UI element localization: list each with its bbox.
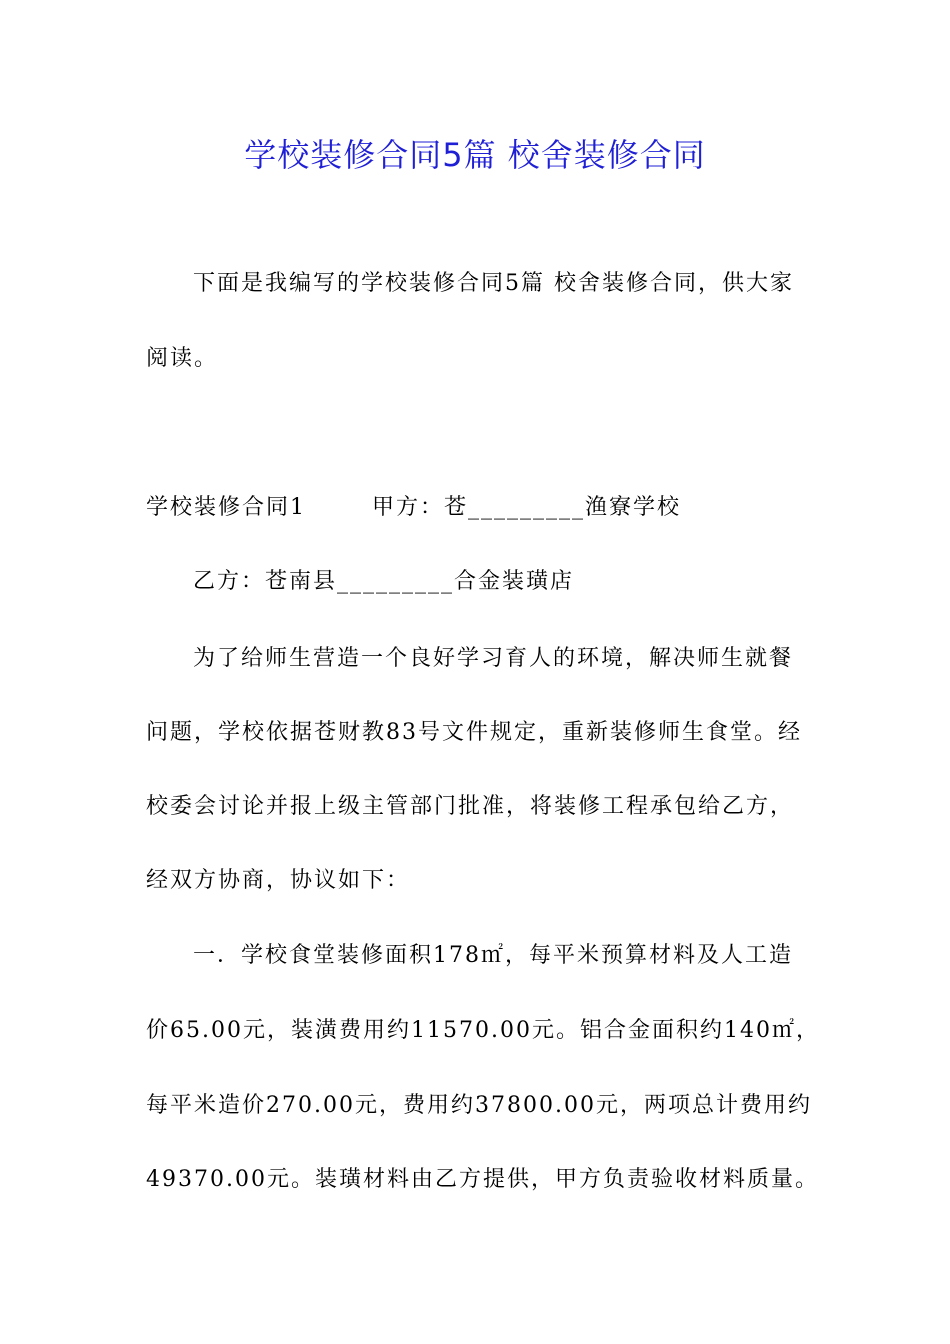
paragraph-1-line-1: 为了给师生营造一个良好学习育人的环境，解决师生就餐 [193, 646, 794, 671]
contract-header-line [146, 493, 681, 523]
party-b: 乙方：苍南县_________合金装璜店 [193, 569, 575, 594]
paragraph-1-line-4: 经双方协商，协议如下： [146, 868, 411, 893]
contract-number: 学校装修合同1 [146, 495, 306, 520]
clause-1-line-3: 每平米造价270.00元，费用约37800.00元，两项总计费用约 [146, 1093, 812, 1118]
party-a: 甲方：苍_________渔寮学校 [372, 495, 682, 520]
intro-line-2: 阅读。 [146, 346, 219, 371]
paragraph-1-line-3: 校委会讨论并报上级主管部门批准，将装修工程承包给乙方， [146, 794, 795, 819]
document-title: 学校装修合同5篇 校舍装修合同 [244, 136, 706, 174]
intro-line-1: 下面是我编写的学校装修合同5篇 校舍装修合同，供大家 [193, 271, 794, 296]
paragraph-1-line-2: 问题，学校依据苍财教83号文件规定，重新装修师生食堂。经 [146, 720, 802, 745]
clause-1-line-2: 价65.00元，装潢费用约11570.00元。铝合金面积约140㎡， [146, 1018, 820, 1043]
clause-1-line-1: 一．学校食堂装修面积178㎡，每平米预算材料及人工造 [193, 943, 793, 968]
clause-1-line-4: 49370.00元。装璜材料由乙方提供，甲方负责验收材料质量。 [146, 1167, 819, 1192]
